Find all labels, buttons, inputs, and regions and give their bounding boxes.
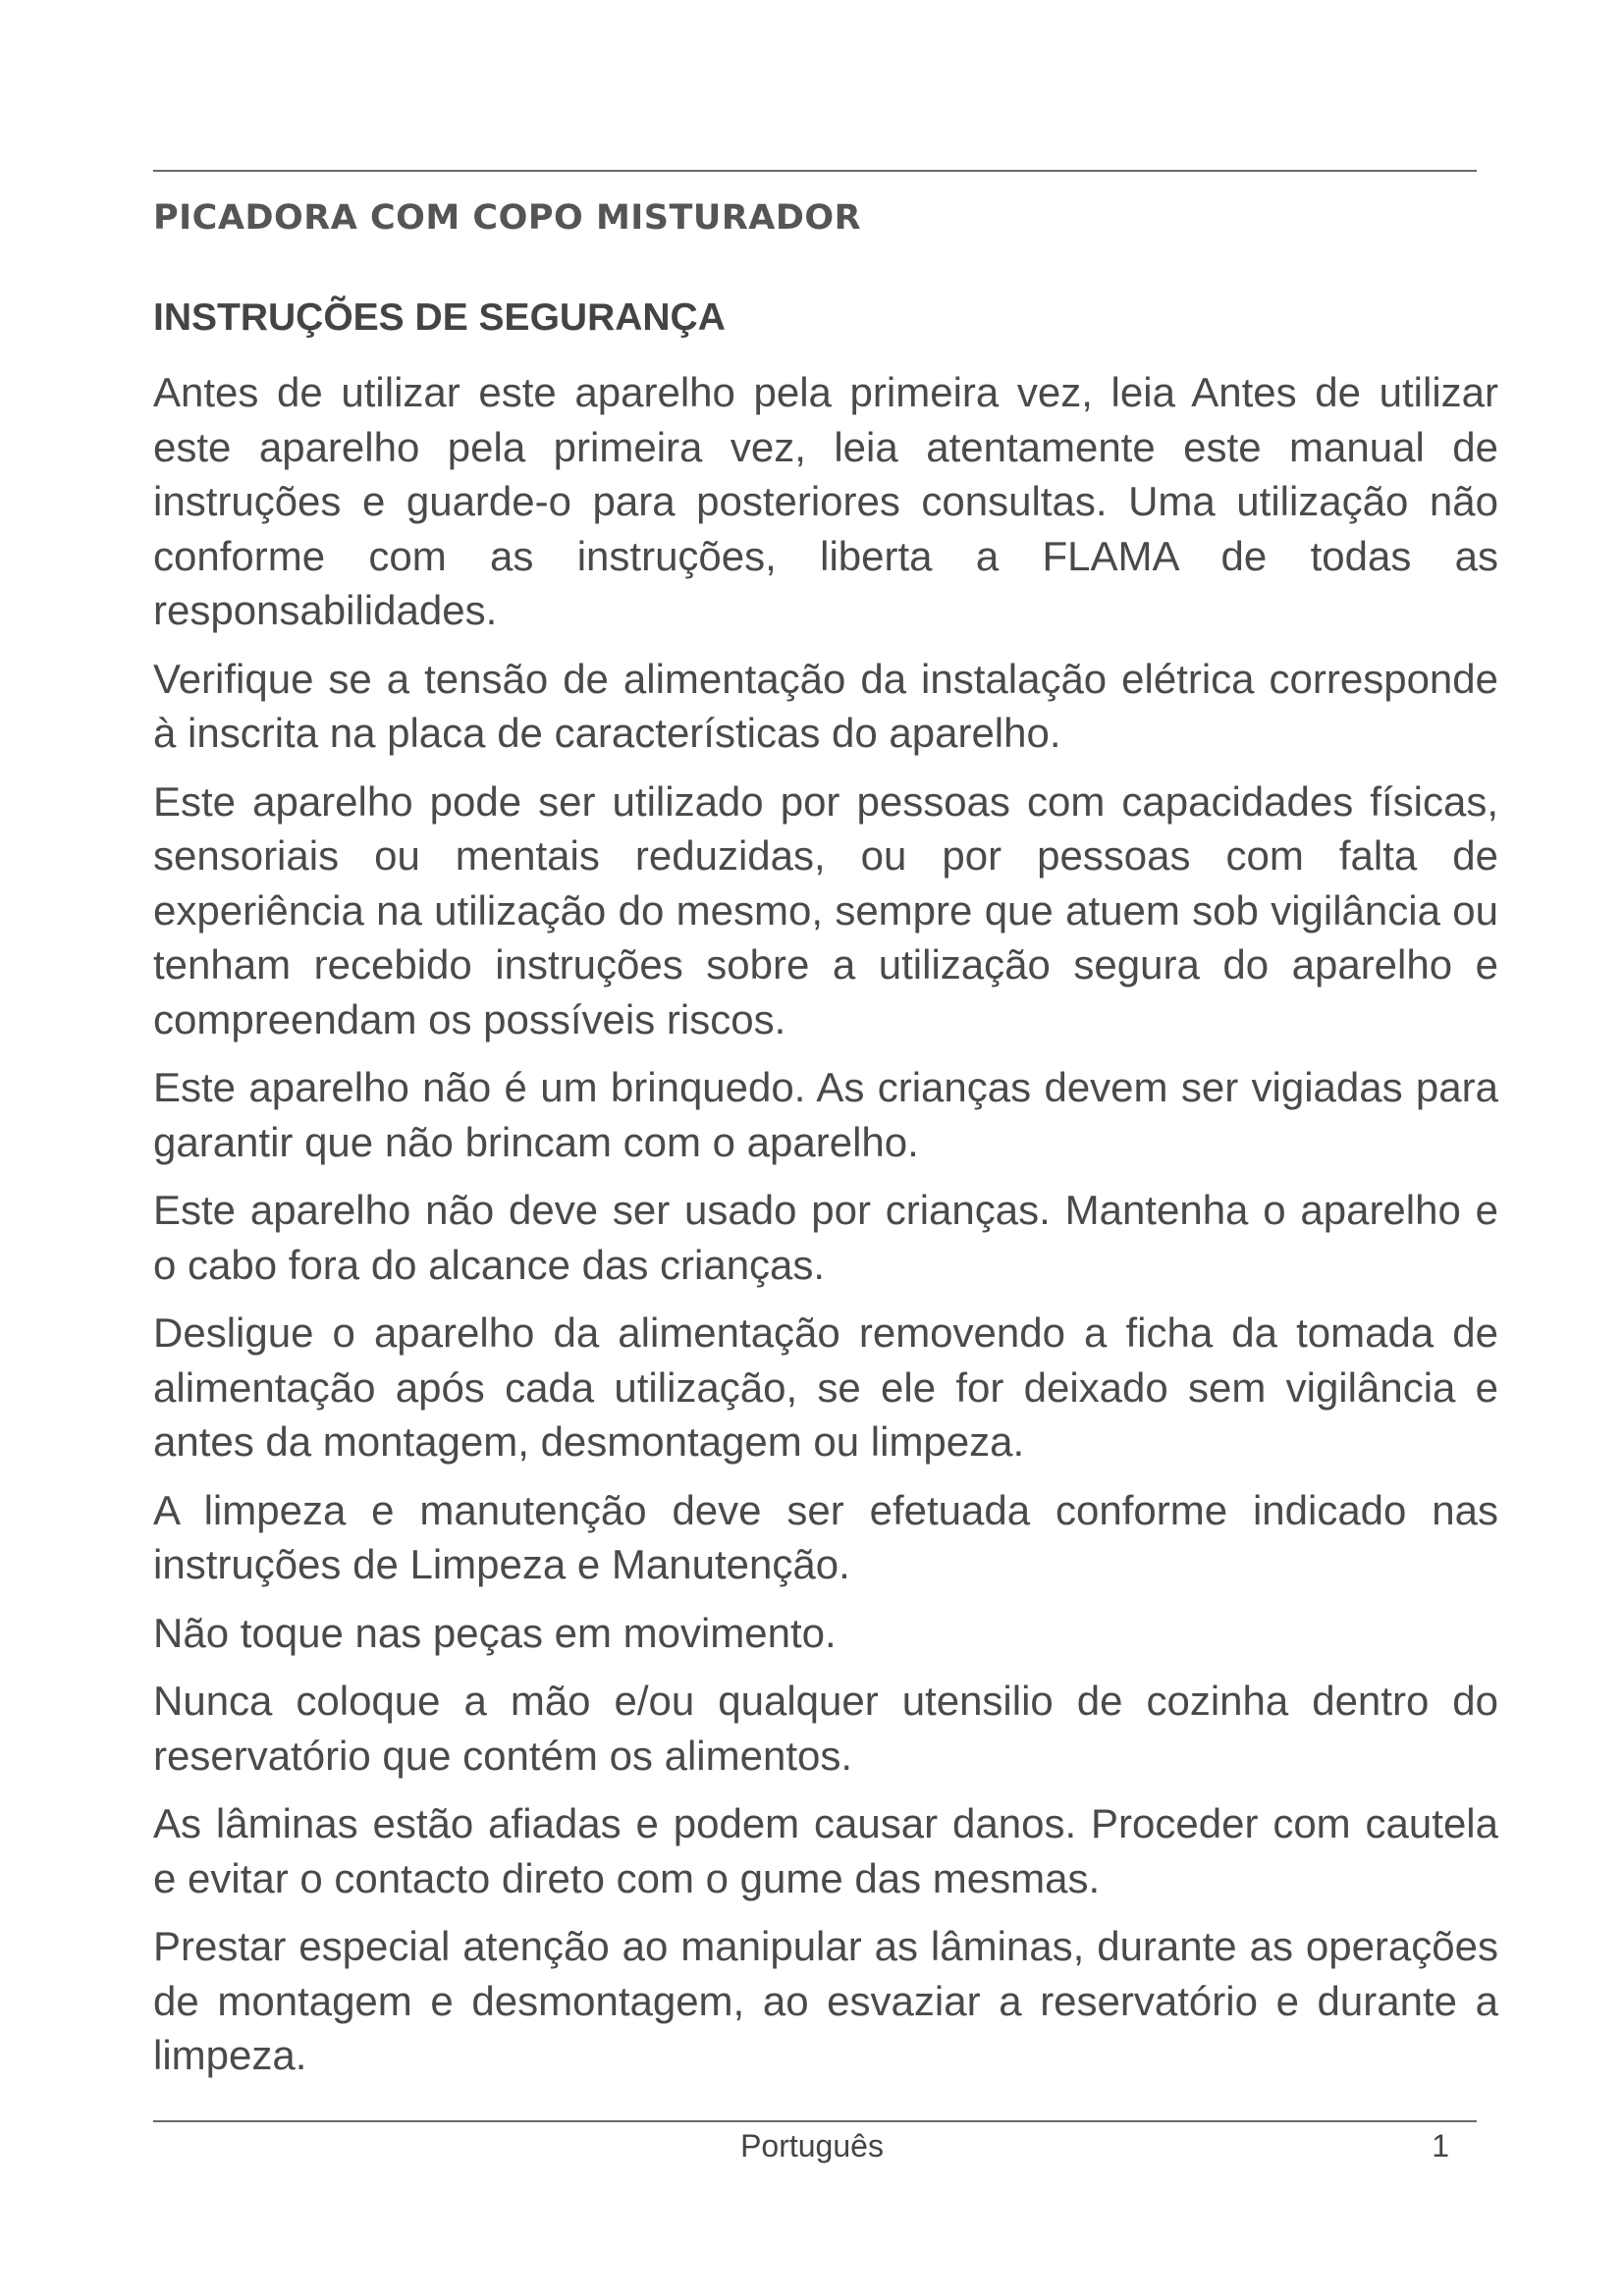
paragraph-children-use: Este aparelho não deve ser usado por crianças. Mantenha o aparelho e o cabo fora do alcance das crianças. — [153, 1187, 1498, 1288]
paragraph-read-manual: Antes de utilizar este aparelho pela primeira vez, leia Antes de utilizar este aparelho pela primeira vez, leia atentamente este manual de instruções e guarde-o para posteriores consultas. Uma utilização não conforme com as instruções, liberta a FLAMA de todas as responsabilidades. — [153, 369, 1498, 633]
footer-language: Português — [740, 2128, 884, 2163]
paragraph-blade-handling: Prestar especial atenção ao manipular as lâminas, durante as operações de montagem e desmontagem, ao esvaziar a reservatório e durante a limpeza. — [153, 1923, 1498, 2078]
paragraph-reduced-capacities: Este aparelho pode ser utilizado por pessoas com capacidades físicas, sensoriais ou mentais reduzidas, ou por pessoas com falta de experiência na utilização do mesmo, sempre que atuem sob vigilância ou tenham recebido instruções sobre a utilização segura do aparelho e compreendam os possíveis riscos. — [153, 777, 1498, 1042]
page-number: 1 — [1432, 2128, 1449, 2163]
footer-divider — [153, 2120, 1477, 2122]
safety-instructions-body — [153, 365, 1498, 2097]
paragraph-not-a-toy: Este aparelho não é um brinquedo. As crianças devem ser vigiadas para garantir que não brincam com o aparelho. — [153, 1064, 1498, 1165]
paragraph-sharp-blades: As lâminas estão afiadas e podem causar danos. Proceder com cautela e evitar o contacto direto com o gume das mesmas. — [153, 1800, 1498, 1901]
paragraph-cleaning: A limpeza e manutenção deve ser efetuada conforme indicado nas instruções de Limpeza e Manutenção. — [153, 1486, 1498, 1587]
header-divider — [153, 170, 1477, 172]
product-title: PICADORA COM COPO MISTURADOR — [153, 198, 862, 238]
section-title: INSTRUÇÕES DE SEGURANÇA — [153, 296, 726, 339]
paragraph-moving-parts: Não toque nas peças em movimento. — [153, 1609, 837, 1656]
paragraph-hands-in-bowl: Nunca coloque a mão e/ou qualquer utensilio de cozinha dentro do reservatório que contém os alimentos. — [153, 1678, 1498, 1779]
paragraph-unplug: Desligue o aparelho da alimentação removendo a ficha da tomada de alimentação após cada utilização, se ele for deixado sem vigilância e antes da montagem, desmontagem ou limpeza. — [153, 1309, 1498, 1465]
paragraph-voltage-check: Verifique se a tensão de alimentação da instalação elétrica corresponde à inscrita na placa de características do aparelho. — [153, 655, 1498, 756]
